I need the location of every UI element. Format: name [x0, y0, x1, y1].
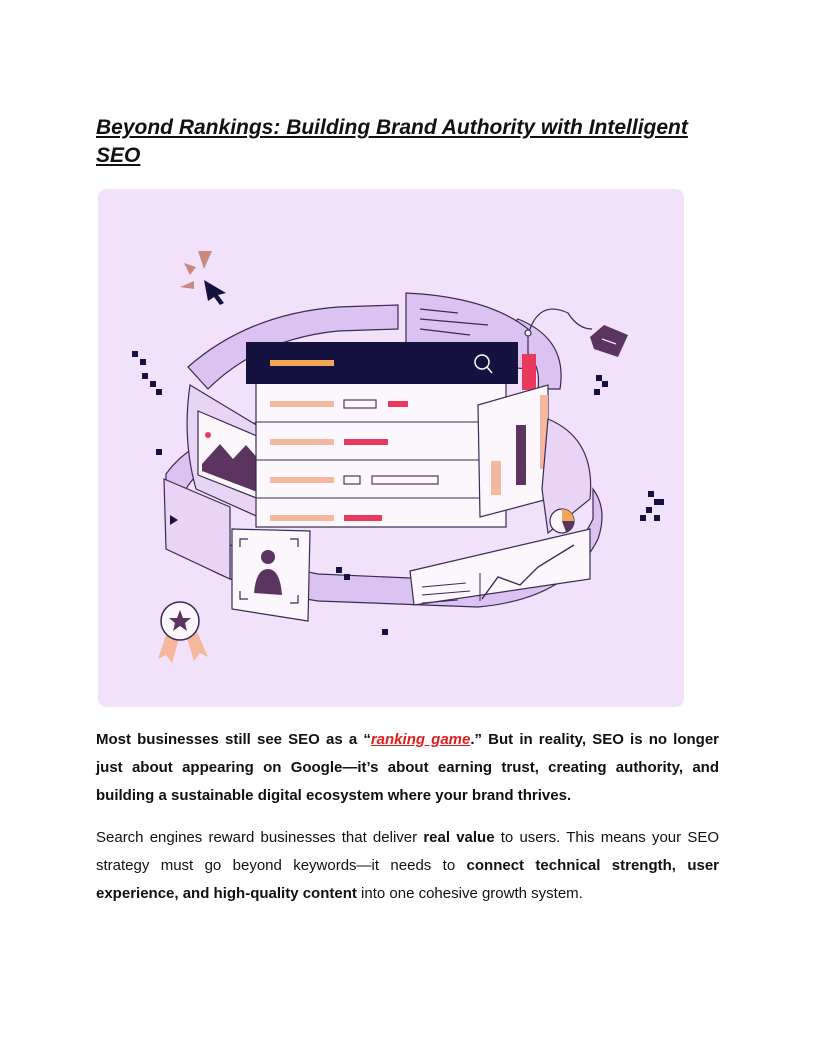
seo-illustration [98, 189, 684, 707]
body-paragraph [96, 824, 719, 908]
body-text-1: Search engines reward businesses that deliver [96, 829, 424, 846]
page-title: Beyond Rankings: Building Brand Authority with Intelligent SEO [96, 116, 688, 167]
body-text-3: into one cohesive growth system. [356, 885, 583, 902]
pie-chart-icon [550, 509, 574, 533]
intro-text-start: Most businesses still see SEO as a “ [96, 731, 371, 748]
profile-card-icon [232, 529, 310, 621]
body-bold-1: real value [423, 829, 495, 846]
body-bold-2: connect technical strength, user experience, and high-quality content [96, 857, 720, 902]
ranking-game-link[interactable]: ranking game [370, 731, 471, 748]
bar-chart-panel [478, 385, 548, 517]
intro-paragraph [96, 726, 719, 810]
body-text-2: to users. This means your SEO strategy must go beyond keywords—it needs to [96, 829, 719, 874]
intro-text-end: .” But in reality, SEO is no longer just about appearing on Google—it’s about earning trust, creating authority, and building a sustainable digital ecosystem where your brand thrives. [96, 731, 719, 804]
